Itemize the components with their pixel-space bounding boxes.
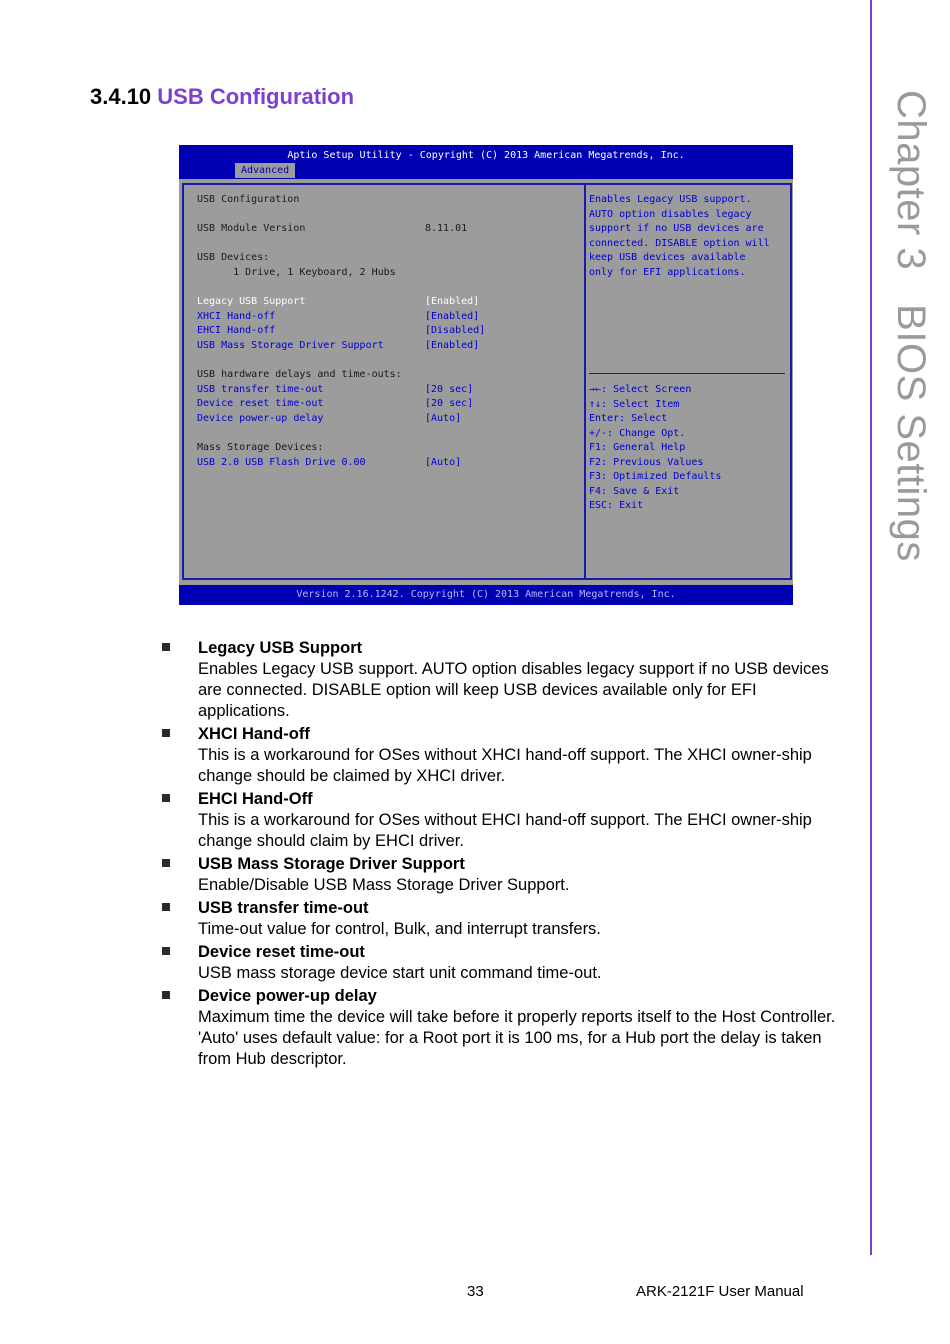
description-title: Device power-up delay	[198, 987, 377, 1005]
description-body: Enables Legacy USB support. AUTO option disables legacy support if no USB devices are connected. DISABLE option will keep USB devices available only for EFI applications.	[198, 660, 829, 720]
bios-help-line: Enables Legacy USB support.	[589, 194, 752, 205]
square-bullet-icon	[162, 729, 170, 737]
description-title: EHCI Hand-Off	[198, 790, 313, 808]
bios-help-line: support if no USB devices are	[589, 223, 764, 234]
bios-screenshot	[179, 145, 793, 605]
bios-key-help-line: ↑↓: Select Item	[589, 398, 680, 410]
square-bullet-icon	[162, 643, 170, 651]
bios-setting-label: USB Module Version	[197, 223, 306, 234]
bios-key-help-line: →←: Select Screen	[589, 384, 692, 395]
bios-key-help-line: F3: Optimized Defaults	[589, 471, 722, 482]
bios-setting-value: [20 sec]	[425, 384, 474, 395]
bios-help-line: keep USB devices available	[589, 252, 746, 263]
bios-setting-label: XHCI Hand-off	[197, 311, 276, 322]
bios-setting-value: [Disabled]	[425, 325, 486, 336]
square-bullet-icon	[162, 947, 170, 955]
description-item	[158, 898, 838, 940]
chapter-tab-text	[888, 90, 933, 562]
bios-setting-label: USB Devices:	[197, 252, 270, 263]
bios-setting-label: USB transfer time-out	[197, 384, 324, 395]
bios-setting-value: [Enabled]	[425, 340, 480, 351]
description-title: XHCI Hand-off	[198, 725, 310, 743]
square-bullet-icon	[162, 859, 170, 867]
description-item	[158, 942, 838, 984]
bios-help-line: AUTO option disables legacy	[589, 208, 752, 220]
bios-key-help-line: +/-: Change Opt.	[589, 427, 686, 439]
chapter-title: BIOS Settings	[889, 304, 933, 562]
bios-help-separator	[589, 373, 785, 374]
bios-setting-label: Mass Storage Devices:	[197, 442, 324, 453]
bios-header-title: Aptio Setup Utility - Copyright (C) 2013 American Megatrends, Inc.	[287, 150, 685, 161]
description-body: Time-out value for control, Bulk, and interrupt transfers.	[198, 920, 601, 938]
square-bullet-icon	[162, 991, 170, 999]
bios-key-help-line: ESC: Exit	[589, 500, 644, 511]
bios-setting-value: 8.11.01	[425, 223, 468, 234]
chapter-label: Chapter 3	[889, 90, 933, 271]
bios-setting-label: Device power-up delay	[197, 413, 324, 424]
description-body: This is a workaround for OSes without EHCI hand-off support. The EHCI owner-ship change should claim by EHCI driver.	[198, 811, 812, 850]
description-title: Device reset time-out	[198, 943, 365, 961]
bios-tab-advanced: Advanced	[235, 163, 295, 178]
description-item	[158, 789, 838, 852]
manual-name: ARK-2121F User Manual	[636, 1283, 804, 1300]
bios-setting-label: USB 2.0 USB Flash Drive 0.00	[197, 457, 366, 468]
section-title: USB Configuration	[157, 84, 355, 109]
square-bullet-icon	[162, 903, 170, 911]
page-number: 33	[467, 1283, 484, 1300]
description-body: Maximum time the device will take before it properly reports itself to the Host Controller. 'Auto' uses default value: for a Root port it is 100 ms, for a Hub port the delay is taken from Hub descriptor.	[198, 1008, 836, 1068]
section-number: 3.4.10	[90, 84, 152, 109]
bios-setting-label: USB hardware delays and time-outs:	[197, 369, 402, 380]
bios-setting-label: Device reset time-out	[197, 398, 324, 409]
bios-key-help-line: F1: General Help	[589, 442, 686, 453]
bios-help-line: connected. DISABLE option will	[589, 237, 770, 249]
bios-key-help-line: F4: Save & Exit	[589, 485, 680, 497]
chapter-divider-line	[870, 0, 872, 1255]
bios-setting-value: [Auto]	[425, 413, 462, 424]
option-description-list	[158, 638, 838, 1072]
bios-setting-value: [Enabled]	[425, 296, 480, 307]
square-bullet-icon	[162, 794, 170, 802]
bios-setting-label: EHCI Hand-off	[197, 325, 276, 336]
bios-setting-value: [Enabled]	[425, 311, 480, 322]
bios-footer	[179, 585, 793, 605]
description-body: Enable/Disable USB Mass Storage Driver Support.	[198, 876, 570, 894]
bios-setting-value: [Auto]	[425, 457, 462, 468]
description-body: This is a workaround for OSes without XHCI hand-off support. The XHCI owner-ship change should be claimed by XHCI driver.	[198, 746, 812, 785]
description-title: USB Mass Storage Driver Support	[198, 855, 465, 873]
bios-setting-label: USB Mass Storage Driver Support	[197, 340, 384, 351]
description-item	[158, 854, 838, 896]
bios-setting-value: [20 sec]	[425, 398, 474, 409]
description-title: Legacy USB Support	[198, 639, 363, 657]
bios-setting-label: 1 Drive, 1 Keyboard, 2 Hubs	[197, 267, 396, 278]
bios-footer-version: Version 2.16.1242. Copyright (C) 2013 American Megatrends, Inc.	[296, 589, 676, 600]
chapter-tab	[875, 90, 945, 562]
description-item	[158, 638, 838, 722]
description-item	[158, 986, 838, 1070]
section-heading	[90, 84, 354, 110]
bios-setting-label: USB Configuration	[197, 194, 300, 205]
description-body: USB mass storage device start unit command time-out.	[198, 964, 602, 982]
bios-help-line: only for EFI applications.	[589, 266, 746, 278]
bios-header	[179, 145, 793, 179]
description-title: USB transfer time-out	[198, 899, 369, 917]
bios-setting-label: Legacy USB Support	[197, 296, 306, 307]
description-item	[158, 724, 838, 787]
bios-panel-divider	[584, 183, 586, 580]
bios-key-help-line: F2: Previous Values	[589, 456, 704, 468]
bios-key-help-line: Enter: Select	[589, 413, 668, 424]
